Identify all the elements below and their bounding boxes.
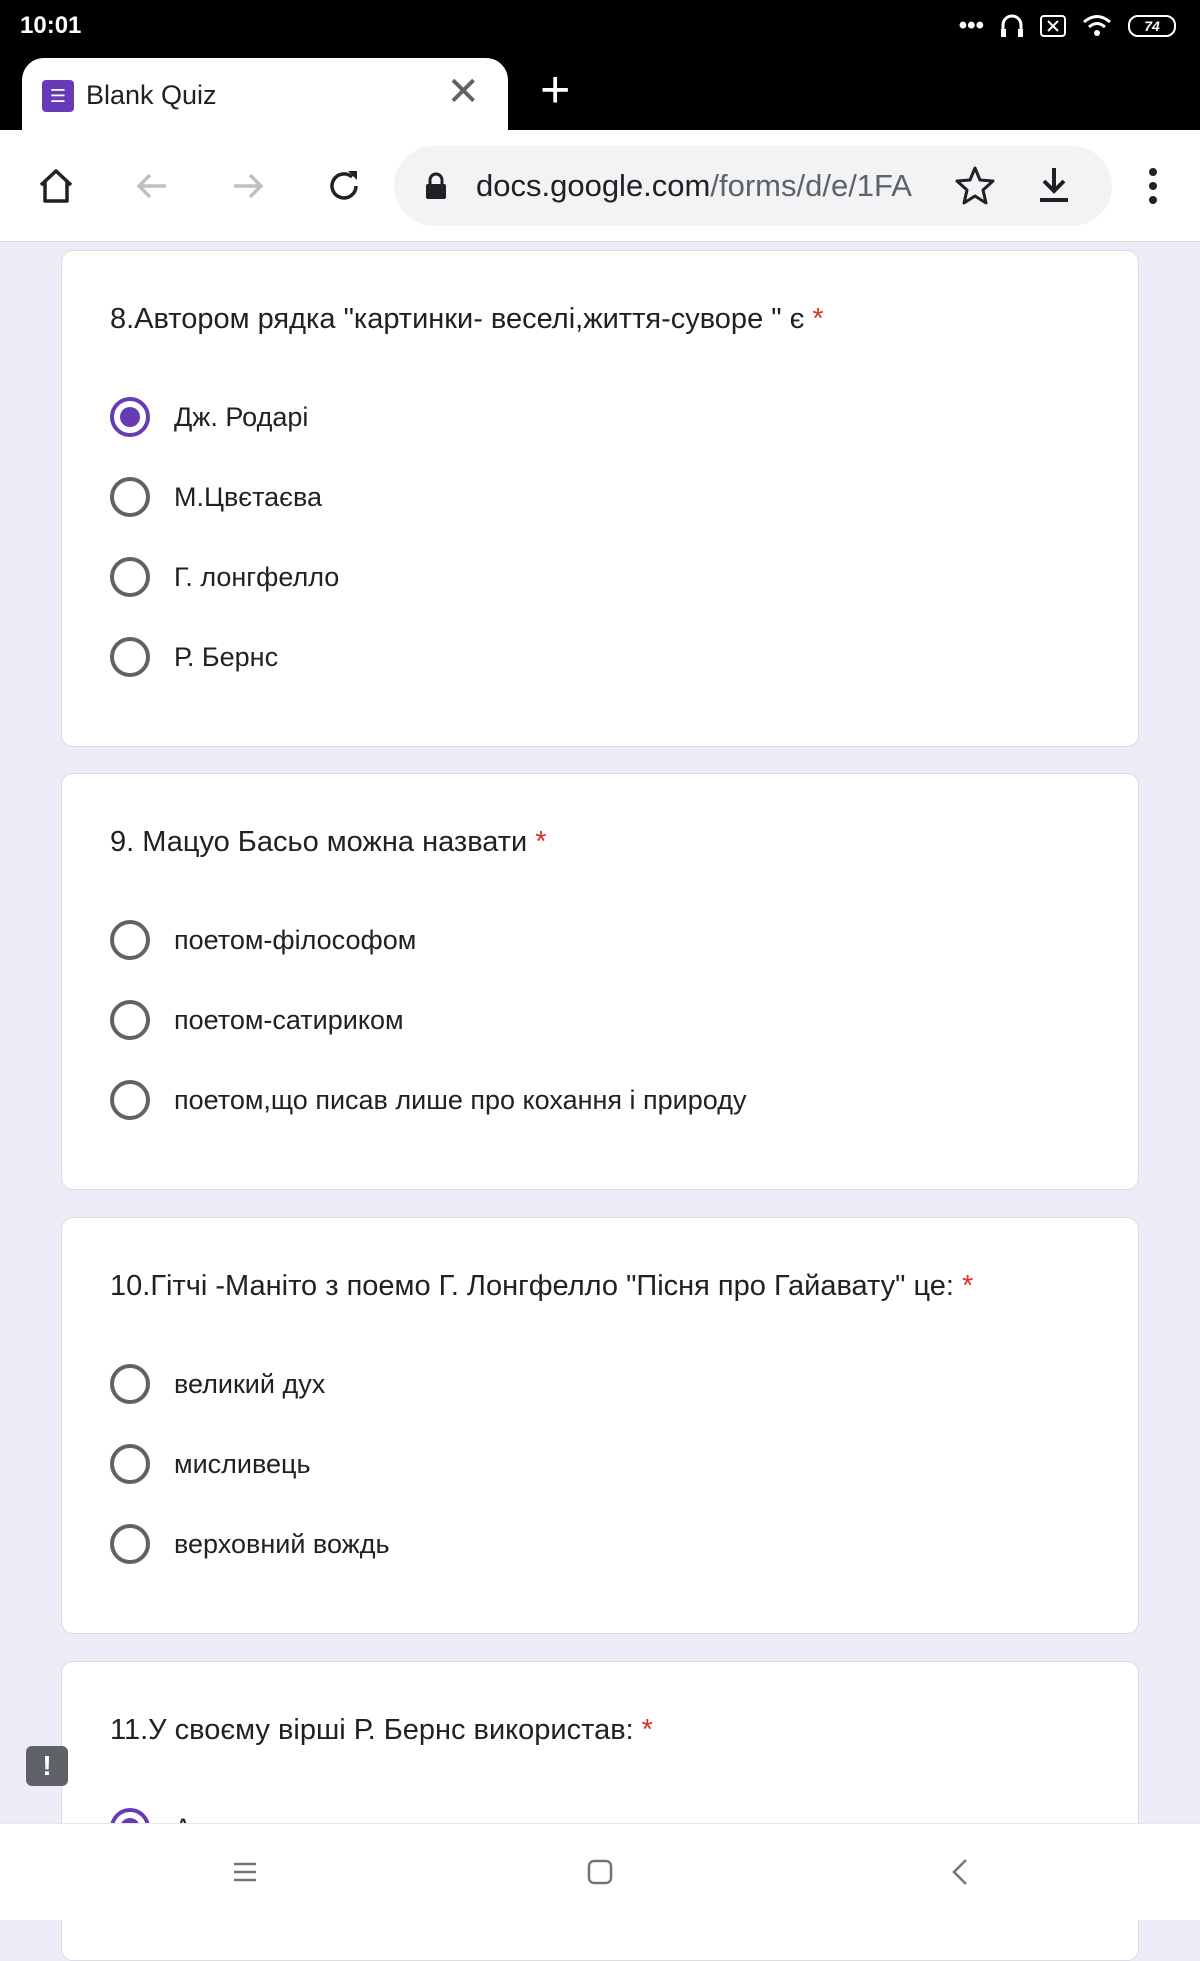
option-radio[interactable] bbox=[110, 473, 322, 521]
download-icon[interactable] bbox=[1034, 164, 1074, 211]
status-bar bbox=[0, 0, 1200, 52]
option-label: Р. Бернс bbox=[174, 641, 279, 672]
back-nav-icon[interactable] bbox=[940, 1852, 980, 1892]
radio-button[interactable] bbox=[110, 637, 150, 677]
option-label: верховний вождь bbox=[174, 1528, 390, 1559]
radio-button[interactable] bbox=[110, 1080, 150, 1120]
tab-title: Blank Quiz bbox=[86, 80, 217, 110]
more-notifications-icon: ••• bbox=[958, 12, 984, 39]
radio-button[interactable] bbox=[110, 920, 150, 960]
browser-toolbar bbox=[0, 130, 1200, 242]
question-title: 8.Автором рядка "картинки- веселі,життя-суворе " є * bbox=[110, 303, 824, 335]
status-time: 10:01 bbox=[20, 12, 82, 39]
forms-favicon-icon: ☰ bbox=[42, 80, 74, 112]
radio-button[interactable] bbox=[110, 1000, 150, 1040]
battery-icon: 74 bbox=[1128, 15, 1176, 37]
option-radio[interactable] bbox=[110, 916, 416, 964]
question-card-10 bbox=[61, 1217, 1139, 1634]
option-label: поетом-філософом bbox=[174, 924, 417, 955]
tab-strip bbox=[0, 52, 1200, 130]
headphones-icon bbox=[1000, 13, 1024, 39]
form-content bbox=[0, 243, 1200, 1823]
question-title: 11.У своєму вірші Р. Бернс використав: * bbox=[110, 1714, 653, 1746]
required-mark: * bbox=[812, 303, 824, 335]
option-radio[interactable] bbox=[110, 1440, 311, 1488]
option-radio[interactable] bbox=[110, 633, 278, 681]
more-menu-icon[interactable] bbox=[1127, 160, 1179, 212]
radio-button[interactable] bbox=[110, 477, 150, 517]
option-radio[interactable] bbox=[110, 553, 339, 601]
system-nav-bar bbox=[0, 1823, 1200, 1920]
option-label: поетом,що писав лише про кохання і природу bbox=[174, 1084, 747, 1115]
option-label: поетом-сатириком bbox=[174, 1004, 404, 1035]
option-radio[interactable] bbox=[110, 1360, 325, 1408]
back-arrow-icon[interactable] bbox=[126, 160, 178, 212]
radio-button[interactable] bbox=[110, 1364, 150, 1404]
question-title: 10.Гітчі -Маніто з поемо Г. Лонгфелло "Пісня про Гайавату" це: * bbox=[110, 1270, 974, 1302]
reload-icon[interactable] bbox=[318, 160, 370, 212]
new-tab-icon[interactable]: + bbox=[540, 61, 571, 119]
required-mark: * bbox=[641, 1714, 653, 1746]
forward-arrow-icon[interactable] bbox=[222, 160, 274, 212]
url-path: /forms/d/e/1FA bbox=[710, 168, 912, 203]
question-card-9 bbox=[61, 773, 1139, 1190]
option-label: Г. лонгфелло bbox=[174, 561, 340, 592]
tab-blank-quiz[interactable] bbox=[22, 58, 508, 130]
status-icons bbox=[959, 10, 1176, 42]
option-label: М.Цвєтаєва bbox=[174, 481, 322, 512]
url-domain: docs.google.com bbox=[476, 168, 711, 203]
no-sim-icon bbox=[1040, 15, 1066, 37]
home-nav-icon[interactable] bbox=[580, 1852, 620, 1892]
radio-button[interactable] bbox=[110, 1524, 150, 1564]
home-icon[interactable] bbox=[30, 160, 82, 212]
wifi-icon bbox=[1082, 14, 1112, 38]
radio-button[interactable] bbox=[110, 557, 150, 597]
option-radio[interactable] bbox=[110, 1076, 746, 1124]
bookmark-star-icon[interactable] bbox=[954, 164, 996, 211]
url-text[interactable] bbox=[476, 168, 936, 204]
option-radio[interactable] bbox=[110, 1520, 390, 1568]
exclamation-icon: ! bbox=[42, 1750, 52, 1781]
radio-button-checked[interactable] bbox=[110, 397, 150, 437]
option-label: мисливець bbox=[174, 1448, 311, 1479]
option-label: Дж. Родарі bbox=[174, 401, 309, 432]
option-radio[interactable] bbox=[110, 393, 308, 441]
option-label: великий дух bbox=[174, 1368, 326, 1399]
option-radio[interactable] bbox=[110, 996, 404, 1044]
close-tab-icon[interactable]: ✕ bbox=[446, 70, 480, 114]
feedback-button[interactable] bbox=[26, 1746, 68, 1786]
lock-icon[interactable] bbox=[424, 172, 448, 200]
question-title: 9. Мацуо Басьо можна назвати * bbox=[110, 826, 547, 858]
recent-apps-icon[interactable] bbox=[225, 1852, 265, 1892]
omnibox[interactable] bbox=[394, 146, 1112, 226]
required-mark: * bbox=[535, 826, 547, 858]
required-mark: * bbox=[961, 1270, 974, 1302]
question-card-8 bbox=[61, 250, 1139, 747]
radio-button[interactable] bbox=[110, 1444, 150, 1484]
